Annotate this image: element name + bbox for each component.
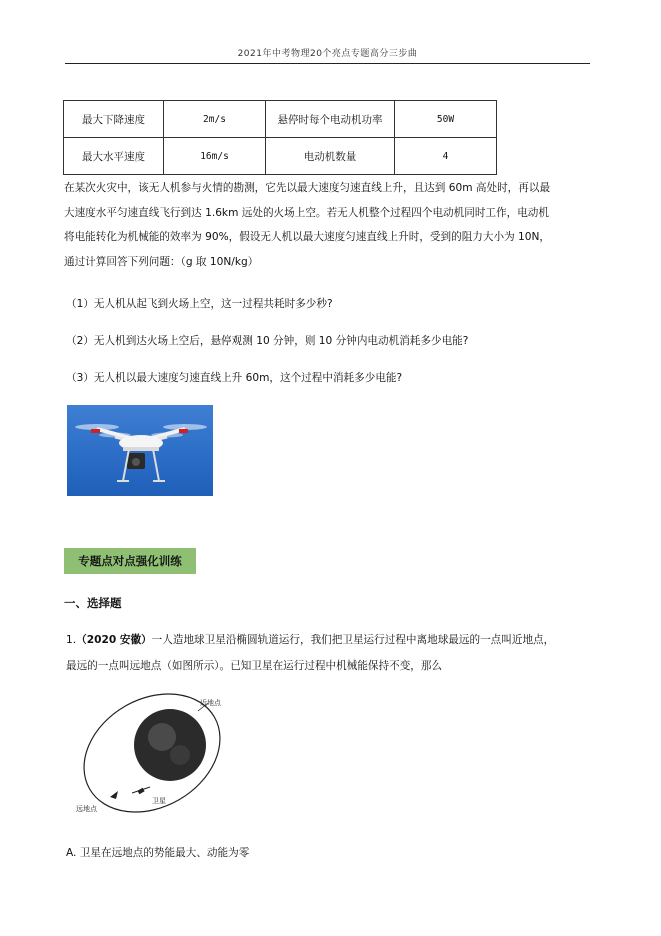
paragraph-line: 将电能转化为机械能的效率为 90%，假设无人机以最大速度匀速直线上升时，受到的阻力大小为 10N，: [64, 231, 551, 243]
table-row: [64, 138, 497, 175]
question-2: （2）无人机到达火场上空后，悬停观测 10 分钟，则 10 分钟内电动机消耗多少电能?: [66, 335, 469, 347]
table-cell: 最大水平速度: [64, 138, 164, 175]
section-badge: 专题点对点强化训练: [64, 548, 196, 574]
question-3: （3）无人机以最大速度匀速直线上升 60m，这个过程中消耗多少电能?: [66, 372, 403, 384]
table-cell: 电动机数量: [266, 138, 395, 175]
orbit-figure: [70, 693, 230, 828]
problem-source: （2020 安徽）: [76, 634, 152, 646]
table-cell: 16m/s: [164, 138, 266, 175]
satellite-label: 卫星: [152, 797, 166, 805]
drone-photo: [67, 405, 213, 496]
question-1: （1）无人机从起飞到火场上空，这一过程共耗时多少秒?: [66, 298, 333, 310]
table-cell: 悬停时每个电动机功率: [266, 101, 395, 138]
problem-paragraph: [64, 176, 594, 274]
table-cell: 4: [395, 138, 497, 175]
table-row: [64, 101, 497, 138]
spec-table: [63, 100, 497, 175]
apogee-label: 远地点: [76, 805, 97, 813]
header-rule: [65, 63, 590, 64]
paragraph-line: 大速度水平匀速直线飞行到达 1.6km 远处的火场上空。若无人机整个过程四个电动机同时工作，电动机: [64, 206, 549, 219]
problem-1-line-1: [66, 632, 554, 647]
table-cell: 50W: [395, 101, 497, 138]
paragraph-line: 通过计算回答下列问题：（g 取 10N/kg）: [64, 255, 259, 268]
paragraph-line: 在某次火灾中，该无人机参与火情的勘测，它先以最大速度匀速直线上升，且达到 60m 高处时，再以最: [64, 182, 551, 194]
table-cell: 最大下降速度: [64, 101, 164, 138]
problem-number: 1.: [66, 634, 77, 646]
option-a: A. 卫星在远地点的势能最大、动能为零: [66, 847, 250, 859]
page-header: 2021年中考物理20个亮点专题高分三步曲: [237, 49, 418, 59]
section-subheading: 一、选择题: [64, 596, 122, 610]
problem-text: 一人造地球卫星沿椭圆轨道运行，我们把卫星运行过程中离地球最远的一点叫近地点，: [151, 634, 555, 646]
problem-1-line-2: 最远的一点叫远地点（如图所示）。已知卫星在运行过程中机械能保持不变，那么: [66, 660, 443, 672]
perigee-label: 近地点: [200, 699, 221, 707]
table-cell: 2m/s: [164, 101, 266, 138]
